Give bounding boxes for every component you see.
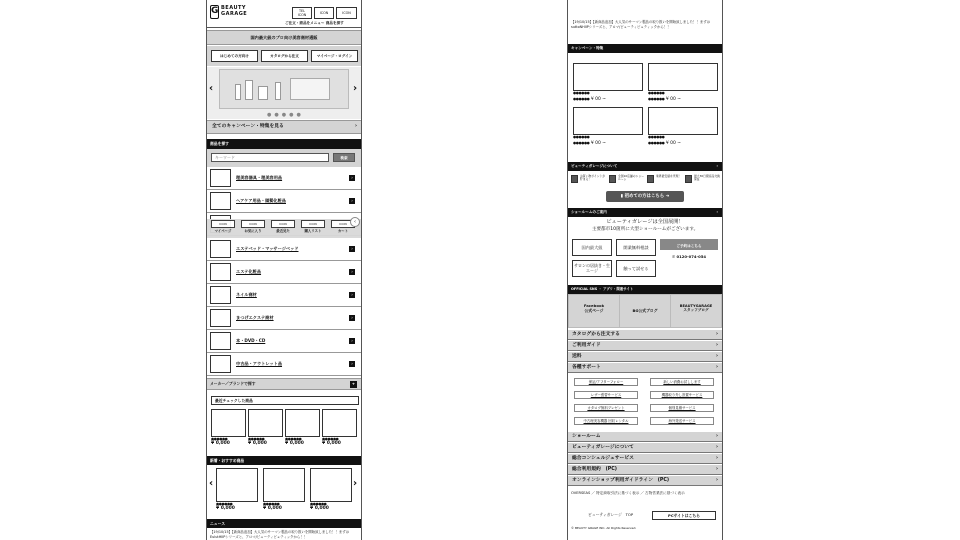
phone-number[interactable] — [660, 255, 718, 260]
bottom-nav-purchase-list[interactable] — [299, 220, 327, 233]
cart-icon: ICON — [331, 220, 355, 228]
arrow-right-icon: ➜ — [665, 194, 670, 199]
nav-label: ショールーム — [572, 434, 601, 439]
keyword-input[interactable] — [211, 153, 329, 162]
bottom-nav-label: カート — [337, 229, 349, 233]
product-price: ¥ 0,000 — [263, 506, 282, 512]
chevron-right-icon: › — [716, 478, 718, 483]
carousel-dots[interactable]: ●●●●● — [267, 112, 304, 118]
carousel-prev-icon[interactable]: ‹ — [209, 83, 214, 94]
category-label: 本・DVD・CD — [236, 338, 266, 343]
bottom-nav-mypage[interactable] — [209, 220, 237, 233]
showroom-header[interactable] — [568, 208, 722, 217]
chevron-right-icon: › — [349, 315, 355, 321]
campaign-image — [648, 107, 718, 135]
new-products-carousel — [207, 466, 361, 516]
sns-row — [568, 294, 722, 328]
top-tabs — [207, 46, 361, 66]
call-box[interactable] — [660, 239, 718, 277]
carousel-next-icon[interactable]: › — [353, 478, 358, 489]
chevron-right-icon: › — [349, 361, 355, 367]
history-icon: ICON — [271, 220, 295, 228]
category-label: エステ化粧品 — [236, 269, 262, 274]
product-card[interactable] — [248, 409, 283, 447]
feature-label: お買い物ポイントが貯まる！ — [580, 174, 606, 182]
category-thumbnail — [210, 169, 231, 187]
rating-stars-icon: ●●●●●● — [248, 437, 265, 441]
carousel-prev-icon[interactable]: ‹ — [209, 478, 214, 489]
plus-icon: + — [351, 381, 356, 386]
nav-shipping[interactable] — [568, 352, 722, 362]
chevron-right-icon: › — [349, 246, 355, 252]
support-link[interactable]: 中古理美容機器 回収レンタル — [574, 417, 638, 425]
reserve-button[interactable]: ご予約はこちら — [660, 239, 718, 250]
facebook-button[interactable]: Facebook 公式ページ — [569, 295, 619, 327]
price-tag-icon — [647, 175, 654, 183]
product-image — [211, 409, 246, 437]
heart-icon: ICON — [241, 220, 265, 228]
rating-stars-icon: ●●●●●● — [322, 437, 339, 441]
chevron-right-icon: › — [716, 445, 718, 450]
chevron-right-icon: › — [716, 434, 718, 439]
category-label: 理美容器具・理美容用品 — [236, 175, 283, 180]
product-image — [248, 409, 283, 437]
showroom-try-button[interactable]: 触って試せる — [616, 260, 656, 277]
nav-label: ご利用ガイド — [572, 343, 601, 348]
carousel[interactable] — [207, 67, 361, 119]
category-thumbnail — [210, 263, 231, 281]
support-link[interactable]: レザー張替サービス — [574, 391, 638, 399]
features-row — [568, 173, 722, 189]
point-icon — [571, 175, 578, 183]
tab-catalog[interactable]: カタログから注文 — [261, 50, 308, 62]
support-link[interactable]: カタログ無料プレゼント — [574, 404, 638, 412]
support-links — [568, 374, 722, 430]
showroom-icon — [609, 175, 616, 183]
header-menu-button[interactable]: ICON — [314, 7, 334, 19]
support-link[interactable]: 個別見積サービス — [650, 404, 714, 412]
chevron-right-icon: › — [716, 354, 718, 359]
chevron-right-icon: › — [716, 365, 718, 370]
logo-icon[interactable]: G — [210, 5, 219, 19]
rating-stars-icon: ●●●●●● — [211, 437, 228, 441]
rating-stars-icon: ●●●●●● — [573, 140, 590, 145]
product-price: ¥ 0,000 — [285, 441, 304, 447]
feature-label: 最大30日間返品交換保証 — [694, 174, 720, 182]
rating-stars-icon: ●●●●●● — [648, 96, 665, 101]
support-link[interactable]: 海外発送サービス — [650, 417, 714, 425]
showroom-consult-button[interactable]: 開業無料相談 — [616, 239, 656, 256]
bottom-nav-recent[interactable] — [269, 220, 297, 233]
category-label: エステベッド・マッサージベッド — [236, 246, 299, 251]
category-thumbnail — [210, 286, 231, 304]
nav-label: カタログから注文する — [572, 332, 620, 337]
bottom-nav-label: 最近見た — [276, 229, 290, 233]
chevron-right-icon: › — [716, 164, 718, 168]
product-card[interactable] — [216, 468, 258, 512]
category-item[interactable] — [207, 261, 361, 284]
left-phone-screen — [206, 0, 362, 540]
product-image — [310, 468, 352, 502]
news-header: ニュース — [207, 519, 361, 528]
nav-terms[interactable] — [568, 465, 722, 475]
bottom-nav-label: お気に入り — [244, 229, 262, 233]
nav-label: 総合コンシェルジュサービス — [572, 456, 634, 461]
pc-site-button[interactable]: PCサイトはこちら — [652, 511, 716, 520]
product-price: ¥ 0,000 — [322, 441, 341, 447]
tab-mypage[interactable]: マイページ・ログイン — [311, 50, 358, 62]
product-card[interactable] — [310, 468, 352, 512]
campaign-image — [648, 63, 718, 91]
category-thumbnail — [210, 332, 231, 350]
rating-stars-icon: ●●●●●● — [648, 140, 665, 145]
campaign-price: ¥ 00 ~ — [590, 96, 607, 102]
chevron-right-icon: › — [716, 343, 718, 348]
showroom-largest-button[interactable]: 国内最大級 — [572, 239, 612, 256]
feature-label: 業界最安値を実現！ — [656, 174, 682, 178]
bookmark-icon: ▮ — [620, 194, 624, 199]
showroom-line1: ビューティガレージは全国展開！ — [606, 219, 684, 225]
showroom-header-label: ショールームのご案内 — [571, 210, 607, 214]
maker-brand-label: メーカー／ブランドで探す — [210, 381, 256, 386]
bg-blog-button[interactable]: BG公式ブログ — [620, 295, 670, 327]
support-link[interactable]: 保証/アフターフォロー — [574, 378, 638, 386]
campaign-card[interactable] — [573, 107, 643, 146]
campaign-grid — [568, 56, 722, 154]
rating-stars-icon: ●●●●●● — [573, 96, 590, 101]
product-price: ¥ 0,000 — [248, 441, 267, 447]
rating-stars-icon: ●●●●●● — [648, 135, 665, 139]
nav-about[interactable] — [568, 443, 722, 453]
support-link[interactable]: 新しい消費お試しします — [650, 378, 714, 386]
footer-top-link[interactable]: ビューティガレージ TOP — [588, 512, 634, 517]
support-link[interactable]: 機器取り外し設置サービス — [650, 391, 714, 399]
first-time-label: 初めての方はこちら — [624, 194, 665, 199]
header-search-button[interactable]: ICON — [336, 7, 357, 19]
product-price: ¥ 0,000 — [216, 506, 235, 512]
category-item[interactable] — [207, 190, 361, 213]
product-price: ¥ 0,000 — [310, 506, 329, 512]
bottom-nav-label: マイページ — [214, 229, 232, 233]
nav-guide[interactable] — [568, 341, 722, 351]
category-thumbnail — [210, 355, 231, 373]
phone-label: 0120-074-054 — [676, 254, 707, 259]
product-image — [285, 409, 320, 437]
header — [207, 0, 361, 28]
bottom-nav-label: 購入リスト — [304, 229, 322, 233]
nav-concierge[interactable] — [568, 454, 722, 464]
campaign-price: ¥ 00 ~ — [590, 140, 607, 146]
campaign-card[interactable] — [648, 63, 718, 102]
category-item[interactable] — [207, 284, 361, 307]
sns-header: OFFICIAL SNS ・ アプリ・関連サイト — [568, 285, 722, 294]
chevron-right-icon: › — [349, 175, 355, 181]
maker-brand-link[interactable] — [207, 378, 361, 390]
campaign-all-link[interactable] — [207, 120, 361, 134]
chevron-right-icon: › — [349, 338, 355, 344]
overseas-links[interactable]: OVERSEAS ／ 特定商取引法に基づく表示 ／ 古物営業法に基づく表示 — [571, 491, 685, 495]
chevron-right-icon: › — [349, 292, 355, 298]
chevron-right-icon: › — [349, 198, 355, 204]
chevron-right-icon: › — [716, 456, 718, 461]
first-time-button[interactable] — [606, 191, 684, 202]
product-card[interactable] — [322, 409, 357, 447]
nav-label: 送料 — [572, 354, 582, 359]
bottom-nav — [207, 219, 361, 238]
campaign-card[interactable] — [648, 107, 718, 146]
category-label: 中古品・アウトレット品 — [236, 361, 283, 366]
rating-stars-icon: ●●●●●● — [573, 91, 590, 95]
new-recommended-header: 新着・おすすめ商品 — [207, 456, 361, 465]
chevron-right-icon: › — [716, 467, 718, 472]
category-label: まつげエクステ商材 — [236, 315, 274, 320]
rating-stars-icon: ●●●●●● — [263, 502, 280, 506]
product-image — [263, 468, 305, 502]
rating-stars-icon: ●●●●●● — [285, 437, 302, 441]
campaign-meta — [648, 91, 718, 102]
product-image — [216, 468, 258, 502]
tab-beginner[interactable]: はじめての方向け — [211, 50, 258, 62]
recent-products — [211, 409, 359, 453]
campaign-price: ¥ 00 ~ — [665, 96, 682, 102]
rating-stars-icon: ●●●●●● — [310, 502, 327, 506]
tel-label: TEL — [298, 9, 306, 13]
category-item[interactable] — [207, 167, 361, 190]
nav-label: 総合利用規約 (PC) — [572, 467, 617, 472]
rating-stars-icon: ●●●●●● — [216, 502, 233, 506]
rating-stars-icon: ●●●●●● — [648, 91, 665, 95]
campaign-card[interactable] — [573, 63, 643, 102]
campaign-all-label: 全てのキャンペーン・特集を見る — [212, 124, 284, 129]
about-header[interactable] — [568, 162, 722, 171]
search-area — [207, 149, 361, 167]
category-thumbnail — [210, 309, 231, 327]
scroll-indicator-icon[interactable]: ‹ — [350, 217, 360, 227]
nav-label: オンラインショップ利用ガイドライン (PC) — [572, 478, 670, 483]
product-price: ¥ 0,000 — [211, 441, 230, 447]
nav-label: 各種サポート — [572, 365, 601, 370]
product-search-header: 商品を探す — [207, 139, 361, 149]
category-item[interactable] — [207, 307, 361, 330]
category-thumbnail — [210, 192, 231, 210]
nav-label: ビューティガレージについて — [572, 445, 634, 450]
header-labels: ご注文・商品をメニュー 商品を探す — [285, 21, 344, 25]
category-label: ネイル商材 — [236, 292, 257, 297]
rating-stars-icon: ●●●●●● — [573, 135, 590, 139]
nav-catalog-order[interactable] — [568, 330, 722, 340]
logo-text: BEAUTY GARAGE — [221, 5, 248, 17]
chevron-right-icon: › — [716, 210, 718, 214]
bottom-nav-favorites[interactable] — [239, 220, 267, 233]
staff-blog-button[interactable]: BEAUTYGARAGE スタッフブログ — [671, 295, 721, 327]
right-phone-screen — [567, 0, 723, 540]
category-item[interactable] — [207, 238, 361, 261]
nav-support[interactable] — [568, 363, 722, 373]
category-item[interactable] — [207, 330, 361, 353]
showroom-salon-button[interactable]: サロンの居抜き・生エージ — [572, 260, 612, 277]
category-thumbnail — [210, 240, 231, 258]
showroom-line2: 主要都市10箇所に大型ショールームがございます。 — [591, 227, 699, 232]
chevron-right-icon: › — [716, 332, 718, 337]
campaign-header: キャンペーン・特集 — [568, 44, 722, 53]
phone-icon: ✆ — [671, 254, 676, 259]
news-text[interactable]: 【19/10/15】【新商品追加】大人気のサーマン製品の取り扱いを開始致しました！！まずはEulutHIIPシリーズと、アロマ/ピューティビュティックから！！ — [210, 530, 349, 539]
news-text-top[interactable]: 【19/10/15】【新商品追加】大人気のサーマン製品の取り扱いを開始致しました！！まずはsuttoNHIIPシリーズと、アロマ/ビューティビュティックから！！ — [571, 20, 710, 29]
campaign-image — [573, 63, 643, 91]
campaign-image — [573, 107, 643, 135]
list-icon: ICON — [301, 220, 325, 228]
product-card[interactable] — [285, 409, 320, 447]
feature-label: 全国10店舗のショールーム — [618, 174, 644, 182]
campaign-meta — [573, 91, 643, 102]
campaign-price: ¥ 00 ~ — [665, 140, 682, 146]
mypage-icon: ICON — [211, 220, 235, 228]
header-tel-button[interactable] — [292, 7, 312, 19]
recent-checked-header: 最近チェックした商品 — [211, 396, 359, 405]
chevron-right-icon: › — [355, 124, 357, 129]
category-label: ヘアケア用品・頭髪化粧品 — [236, 198, 286, 203]
campaign-meta — [648, 135, 718, 146]
nav-showroom[interactable] — [568, 432, 722, 442]
product-card[interactable] — [263, 468, 305, 512]
about-header-label: ビューティガレージについて — [571, 164, 618, 168]
search-button[interactable]: 検索 — [333, 153, 355, 162]
nav-shop-guideline[interactable] — [568, 476, 722, 486]
banner: 国内最大級のプロ向け美容商材通販 — [207, 30, 361, 45]
return-icon — [685, 175, 692, 183]
chevron-right-icon: › — [349, 269, 355, 275]
tel-icon: ICON — [297, 13, 307, 17]
product-card[interactable] — [211, 409, 246, 447]
carousel-image[interactable] — [219, 69, 349, 109]
copyright: © BEAUTY GRAGE INC. All Rights Reserved. — [571, 526, 637, 530]
product-image — [322, 409, 357, 437]
carousel-next-icon[interactable]: › — [353, 83, 358, 94]
category-item[interactable] — [207, 353, 361, 376]
campaign-meta — [573, 135, 643, 146]
